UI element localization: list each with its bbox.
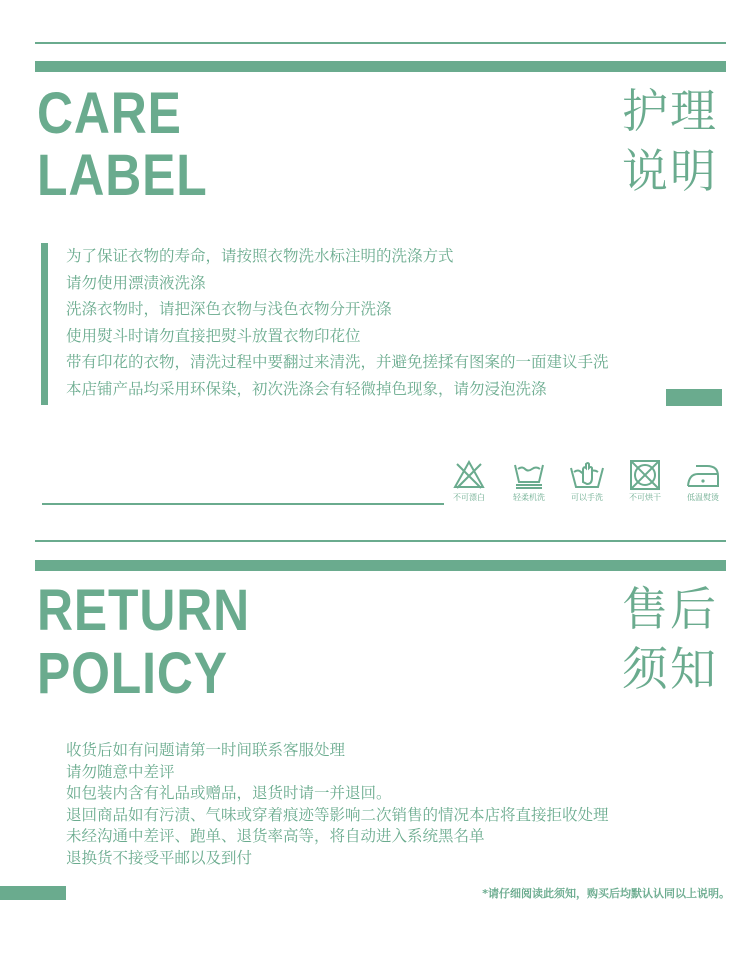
policy-divider-thin (35, 540, 726, 542)
top-divider-thick (35, 61, 726, 72)
no-bleach-item (447, 460, 491, 503)
no-tumble-dry-label: 不可烘干 (629, 493, 661, 502)
policy-line: 收货后如有问题请第一时间联系客服处理 (66, 741, 346, 759)
low-iron-icon (685, 460, 721, 490)
hand-wash-icon (568, 460, 606, 490)
policy-title-en-2: POLICY (37, 641, 228, 706)
low-iron-label: 低温熨烫 (687, 493, 719, 502)
no-tumble-dry-item (623, 460, 667, 503)
gentle-machine-wash-icon (512, 460, 546, 490)
policy-title-cn-2: 须知 (622, 642, 718, 696)
low-iron-item (681, 460, 725, 503)
no-bleach-label: 不可漂白 (453, 493, 485, 502)
care-line: 使用熨斗时请勿直接把熨斗放置衣物印花位 (66, 326, 361, 345)
care-accent-block (666, 389, 722, 406)
top-divider-thin (35, 42, 726, 44)
care-line: 本店铺产品均采用环保染，初次洗涤会有轻微掉色现象，请勿浸泡洗涤 (66, 379, 547, 398)
care-line: 洗涤衣物时，请把深色衣物与浅色衣物分开洗涤 (66, 300, 392, 318)
care-line: 请勿使用漂渍液洗涤 (66, 273, 206, 292)
policy-divider-thick (35, 560, 726, 571)
care-bottom-underline (42, 503, 444, 505)
care-line: 为了保证衣物的寿命，请按照衣物洗水标注明的洗涤方式 (66, 247, 454, 265)
care-title-cn-2: 说明 (622, 144, 718, 198)
policy-title-en-1: RETURN (37, 578, 250, 643)
policy-instructions (66, 740, 609, 869)
gentle-wash-label: 轻柔机洗 (513, 493, 545, 502)
policy-line: 如包装内含有礼品或赠品，退货时请一并退回。 (66, 784, 392, 802)
hand-wash-label: 可以手洗 (571, 493, 603, 502)
policy-line: 请勿随意中差评 (66, 762, 175, 781)
hand-wash-item (565, 460, 609, 503)
no-bleach-icon (453, 460, 485, 490)
care-title-en-1: CARE (37, 81, 182, 146)
no-tumble-dry-icon (629, 460, 661, 490)
policy-line: 退换货不接受平邮以及到付 (66, 848, 253, 867)
policy-footnote: *请仔细阅读此须知，购买后均默认认同以上说明。 (482, 887, 730, 900)
care-title-cn-1: 护理 (622, 84, 718, 138)
policy-line: 未经沟通中差评、跑单、退货率高等，将自动进入系统黑名单 (66, 827, 485, 845)
policy-accent-block (0, 886, 66, 900)
care-left-bar (41, 243, 48, 405)
policy-line: 退回商品如有污渍、气味或穿着痕迹等影响二次销售的情况本店将直接拒收处理 (66, 805, 609, 824)
care-instructions (66, 243, 609, 402)
gentle-wash-item (507, 460, 551, 503)
care-line: 带有印花的衣物，清洗过程中要翻过来清洗，并避免搓揉有图案的一面建议手洗 (66, 353, 609, 371)
care-title-en-2: LABEL (37, 143, 208, 208)
policy-title-cn-1: 售后 (622, 582, 718, 636)
